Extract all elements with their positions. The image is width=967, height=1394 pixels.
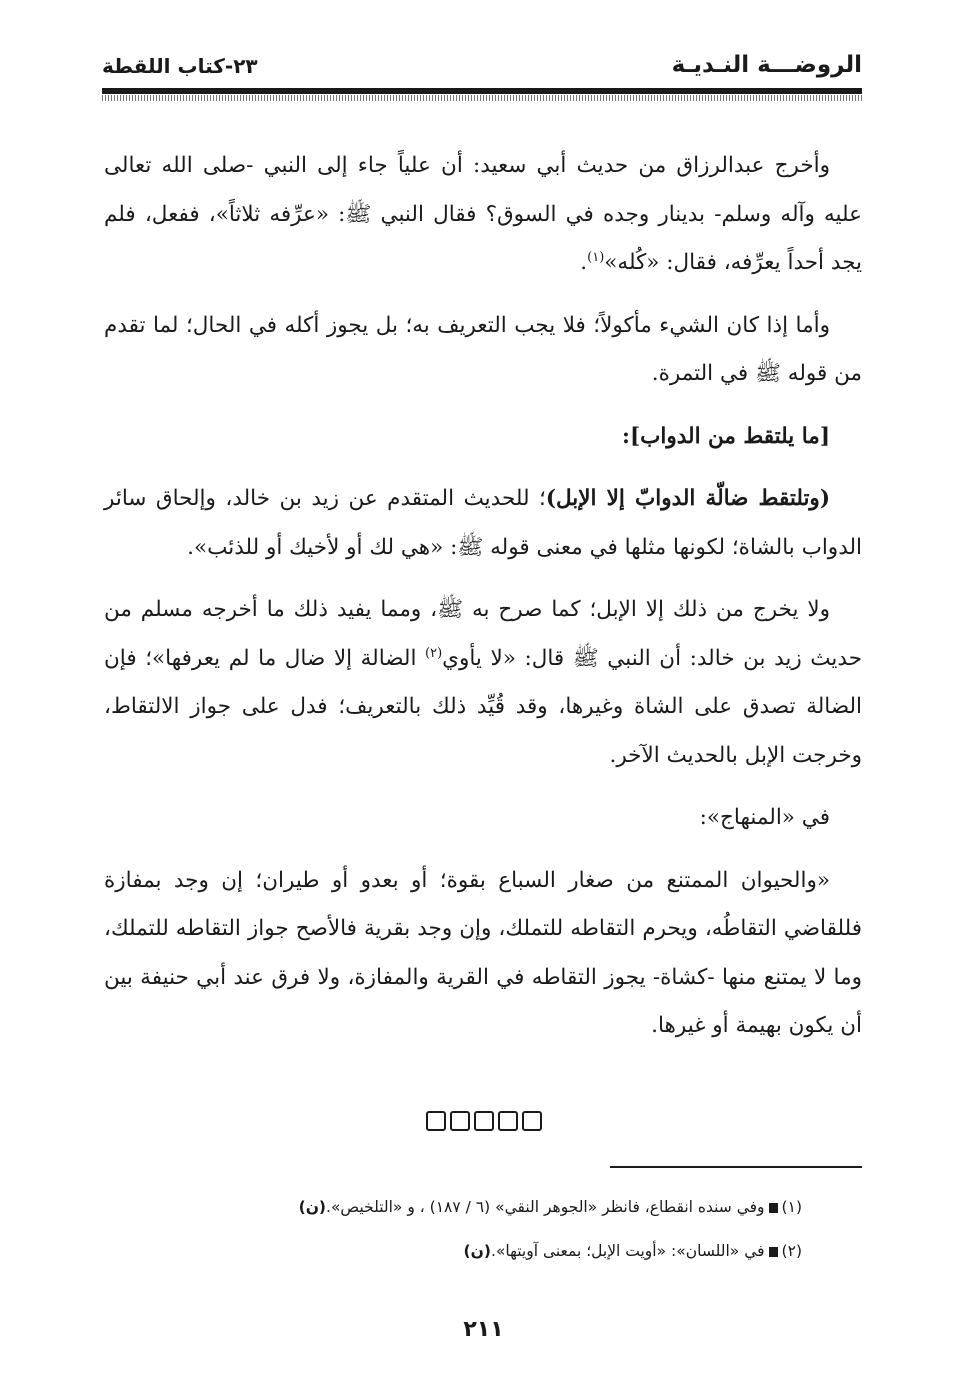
paragraph-1: وأخرج عبدالرزاق من حديث أبي سعيد: أن علياً جاء إلى النبي -صلى الله تعالى عليه وآله وسلم- بدينار وجده في السوق؟ فقال النبي ﷺ: «عرِّفه ثلاثاً»، ففعل، فلم يجد أحداً يعرِّفه، فقال: «كُله»$^{(١)}$. (104, 153, 862, 275)
running-header (102, 48, 862, 88)
paragraph-6: «والحيوان الممتنع من صغار السباع بقوة؛ أو بعدو أو طيران؛ إن وجد بمفازة فللقاضي التقاطُه، ويحرم التقاطه للتملك، وإن وجد بقرية فالأصح جواز التقاطه للتملك، وما لا يمتنع منها -كشاة- يجوز التقاطه في القرية والمفازة، ولا فرق عند أبي حنيفة بين أن يكون بهيمة أو غيرها. (104, 867, 862, 1038)
editor-signature: (ن) (298, 1198, 327, 1216)
divider-square (498, 1111, 518, 1131)
footnote-2 (104, 1229, 802, 1273)
section-divider (0, 1110, 967, 1131)
section-heading: [ما يلتقط من الدواب]: (622, 423, 830, 449)
main-text (104, 142, 862, 1065)
matn-text: (وتلتقط ضالّة الدوابّ إلا الإبل) (545, 486, 830, 511)
footnote-text: في «اللسان»: «أويت الإبل؛ بمعنى آويتها». (490, 1242, 765, 1260)
paragraph-5: في «المنهاج»: (699, 805, 830, 830)
footnotes (104, 1185, 802, 1273)
header-rule (102, 88, 862, 94)
footnote-ref-2[interactable]: (٢) (425, 645, 443, 661)
square-bullet-icon (769, 1203, 778, 1213)
divider-square (450, 1111, 470, 1131)
footnote-ref-1[interactable]: (١) (587, 249, 605, 265)
page-number: ٢١١ (463, 1317, 504, 1342)
chapter-title: ٢٣-كتاب اللقطة (102, 54, 258, 78)
footnote-1 (104, 1185, 802, 1229)
divider-square (474, 1111, 494, 1131)
editor-signature: (ن) (463, 1242, 491, 1260)
footnote-number: (٢) (781, 1242, 802, 1260)
footnote-number: (١) (781, 1198, 802, 1216)
header-hatch-rule (102, 95, 862, 101)
book-title: الروضـــة النـديـة (671, 52, 862, 78)
paragraph-2: وأما إذا كان الشيء مأكولاً؛ فلا يجب التعريف به؛ بل يجوز أكله في الحال؛ لما تقدم من قوله ﷺ في التمرة. (104, 312, 862, 386)
divider-square (522, 1111, 542, 1131)
footnote-rule (610, 1166, 862, 1168)
paragraph-4: ولا يخرج من ذلك إلا الإبل؛ كما صرح به ﷺ، ومما يفيد ذلك ما أخرجه مسلم من حديث زيد بن خالد: أن النبي ﷺ قال: «لا يأوي$^{(٢)}$ الضالة إلا ضال ما لم يعرفها»؛ فإن الضالة تصدق على الشاة وغيرها، وقد قُيِّد ذلك بالتعريف؛ فدل على جواز الالتقاط، وخرجت الإبل بالحديث الآخر. (104, 597, 862, 768)
square-bullet-icon (769, 1247, 778, 1257)
footnote-text: وفي سنده انقطاع، فانظر «الجوهر النقي» (٦ / ١٨٧) ، و «التلخيص». (326, 1198, 765, 1216)
divider-square (426, 1111, 446, 1131)
paragraph-3: (وتلتقط ضالّة الدوابّ إلا الإبل)؛ للحديث المتقدم عن زيد بن خالد، وإلحاق سائر الدواب بالشاة؛ لكونها مثلها في معنى قوله ﷺ: «هي لك أو لأخيك أو للذئب». (104, 486, 862, 560)
